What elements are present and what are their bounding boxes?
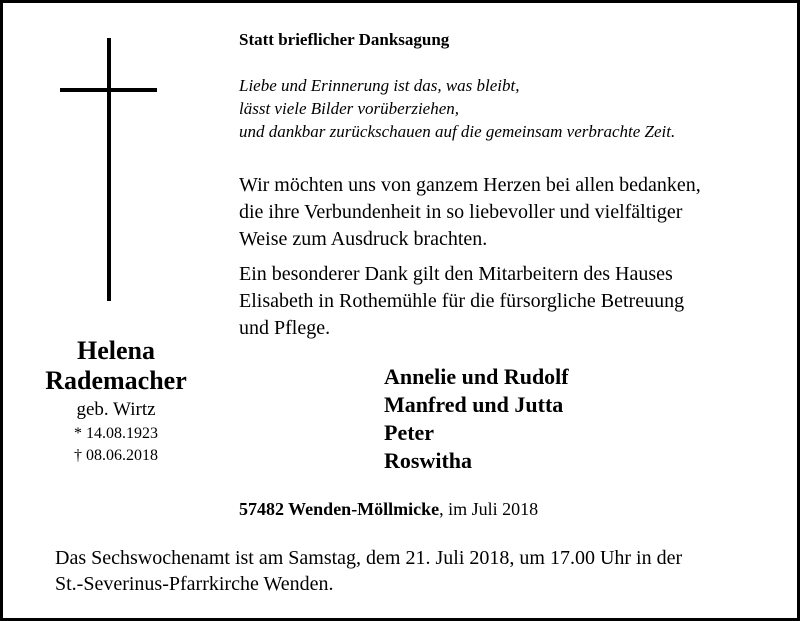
special-thanks-paragraph [239, 261, 684, 342]
birth-date: * 14.08.1923 [74, 425, 158, 442]
signer-name: Manfred und Jutta [384, 392, 564, 417]
signers-list [384, 363, 569, 475]
place-and-date [239, 497, 538, 521]
signer-name: Roswitha [384, 448, 473, 473]
deceased-maiden-name: geb. Wirtz [76, 399, 156, 420]
service-announcement [55, 545, 682, 597]
thanks-paragraph [239, 172, 701, 253]
footer-line: St.-Severinus-Pfarrkirche Wenden. [55, 573, 334, 595]
signer-name: Annelie und Rudolf [384, 364, 569, 389]
paragraph-line: Elisabeth in Rothemühle für die fürsorgliche Betreuung [239, 290, 685, 312]
poem [239, 74, 675, 143]
footer-line: Das Sechswochenamt ist am Samstag, dem 21. Juli 2018, um 17.00 Uhr in der [55, 547, 683, 569]
notice-heading: Statt brieflicher Danksagung [239, 30, 450, 49]
poem-line: lässt viele Bilder vorüberziehen, [239, 99, 460, 118]
poem-line: Liebe und Erinnerung ist das, was bleibt, [239, 76, 520, 95]
deceased-info [30, 336, 202, 467]
paragraph-line: und Pflege. [239, 317, 331, 339]
paragraph-line: Ein besonderer Dank gilt den Mitarbeitern des Hauses [239, 263, 673, 285]
deceased-first-name: Helena [77, 336, 155, 365]
place-location: 57482 Wenden-Möllmicke [239, 499, 440, 519]
death-date: † 08.06.2018 [74, 447, 158, 464]
deceased-last-name: Rademacher [45, 366, 187, 395]
paragraph-line: Weise zum Ausdruck brachten. [239, 228, 488, 250]
cross-horizontal-bar [60, 88, 157, 92]
paragraph-line: Wir möchten uns von ganzem Herzen bei allen bedanken, [239, 174, 701, 196]
paragraph-line: die ihre Verbundenheit in so liebevoller und vielfältiger [239, 201, 683, 223]
cross-vertical-bar [107, 38, 111, 301]
place-date: , im Juli 2018 [439, 499, 539, 519]
poem-line: und dankbar zurückschauen auf die gemeinsam verbrachte Zeit. [239, 122, 676, 141]
signer-name: Peter [384, 420, 435, 445]
